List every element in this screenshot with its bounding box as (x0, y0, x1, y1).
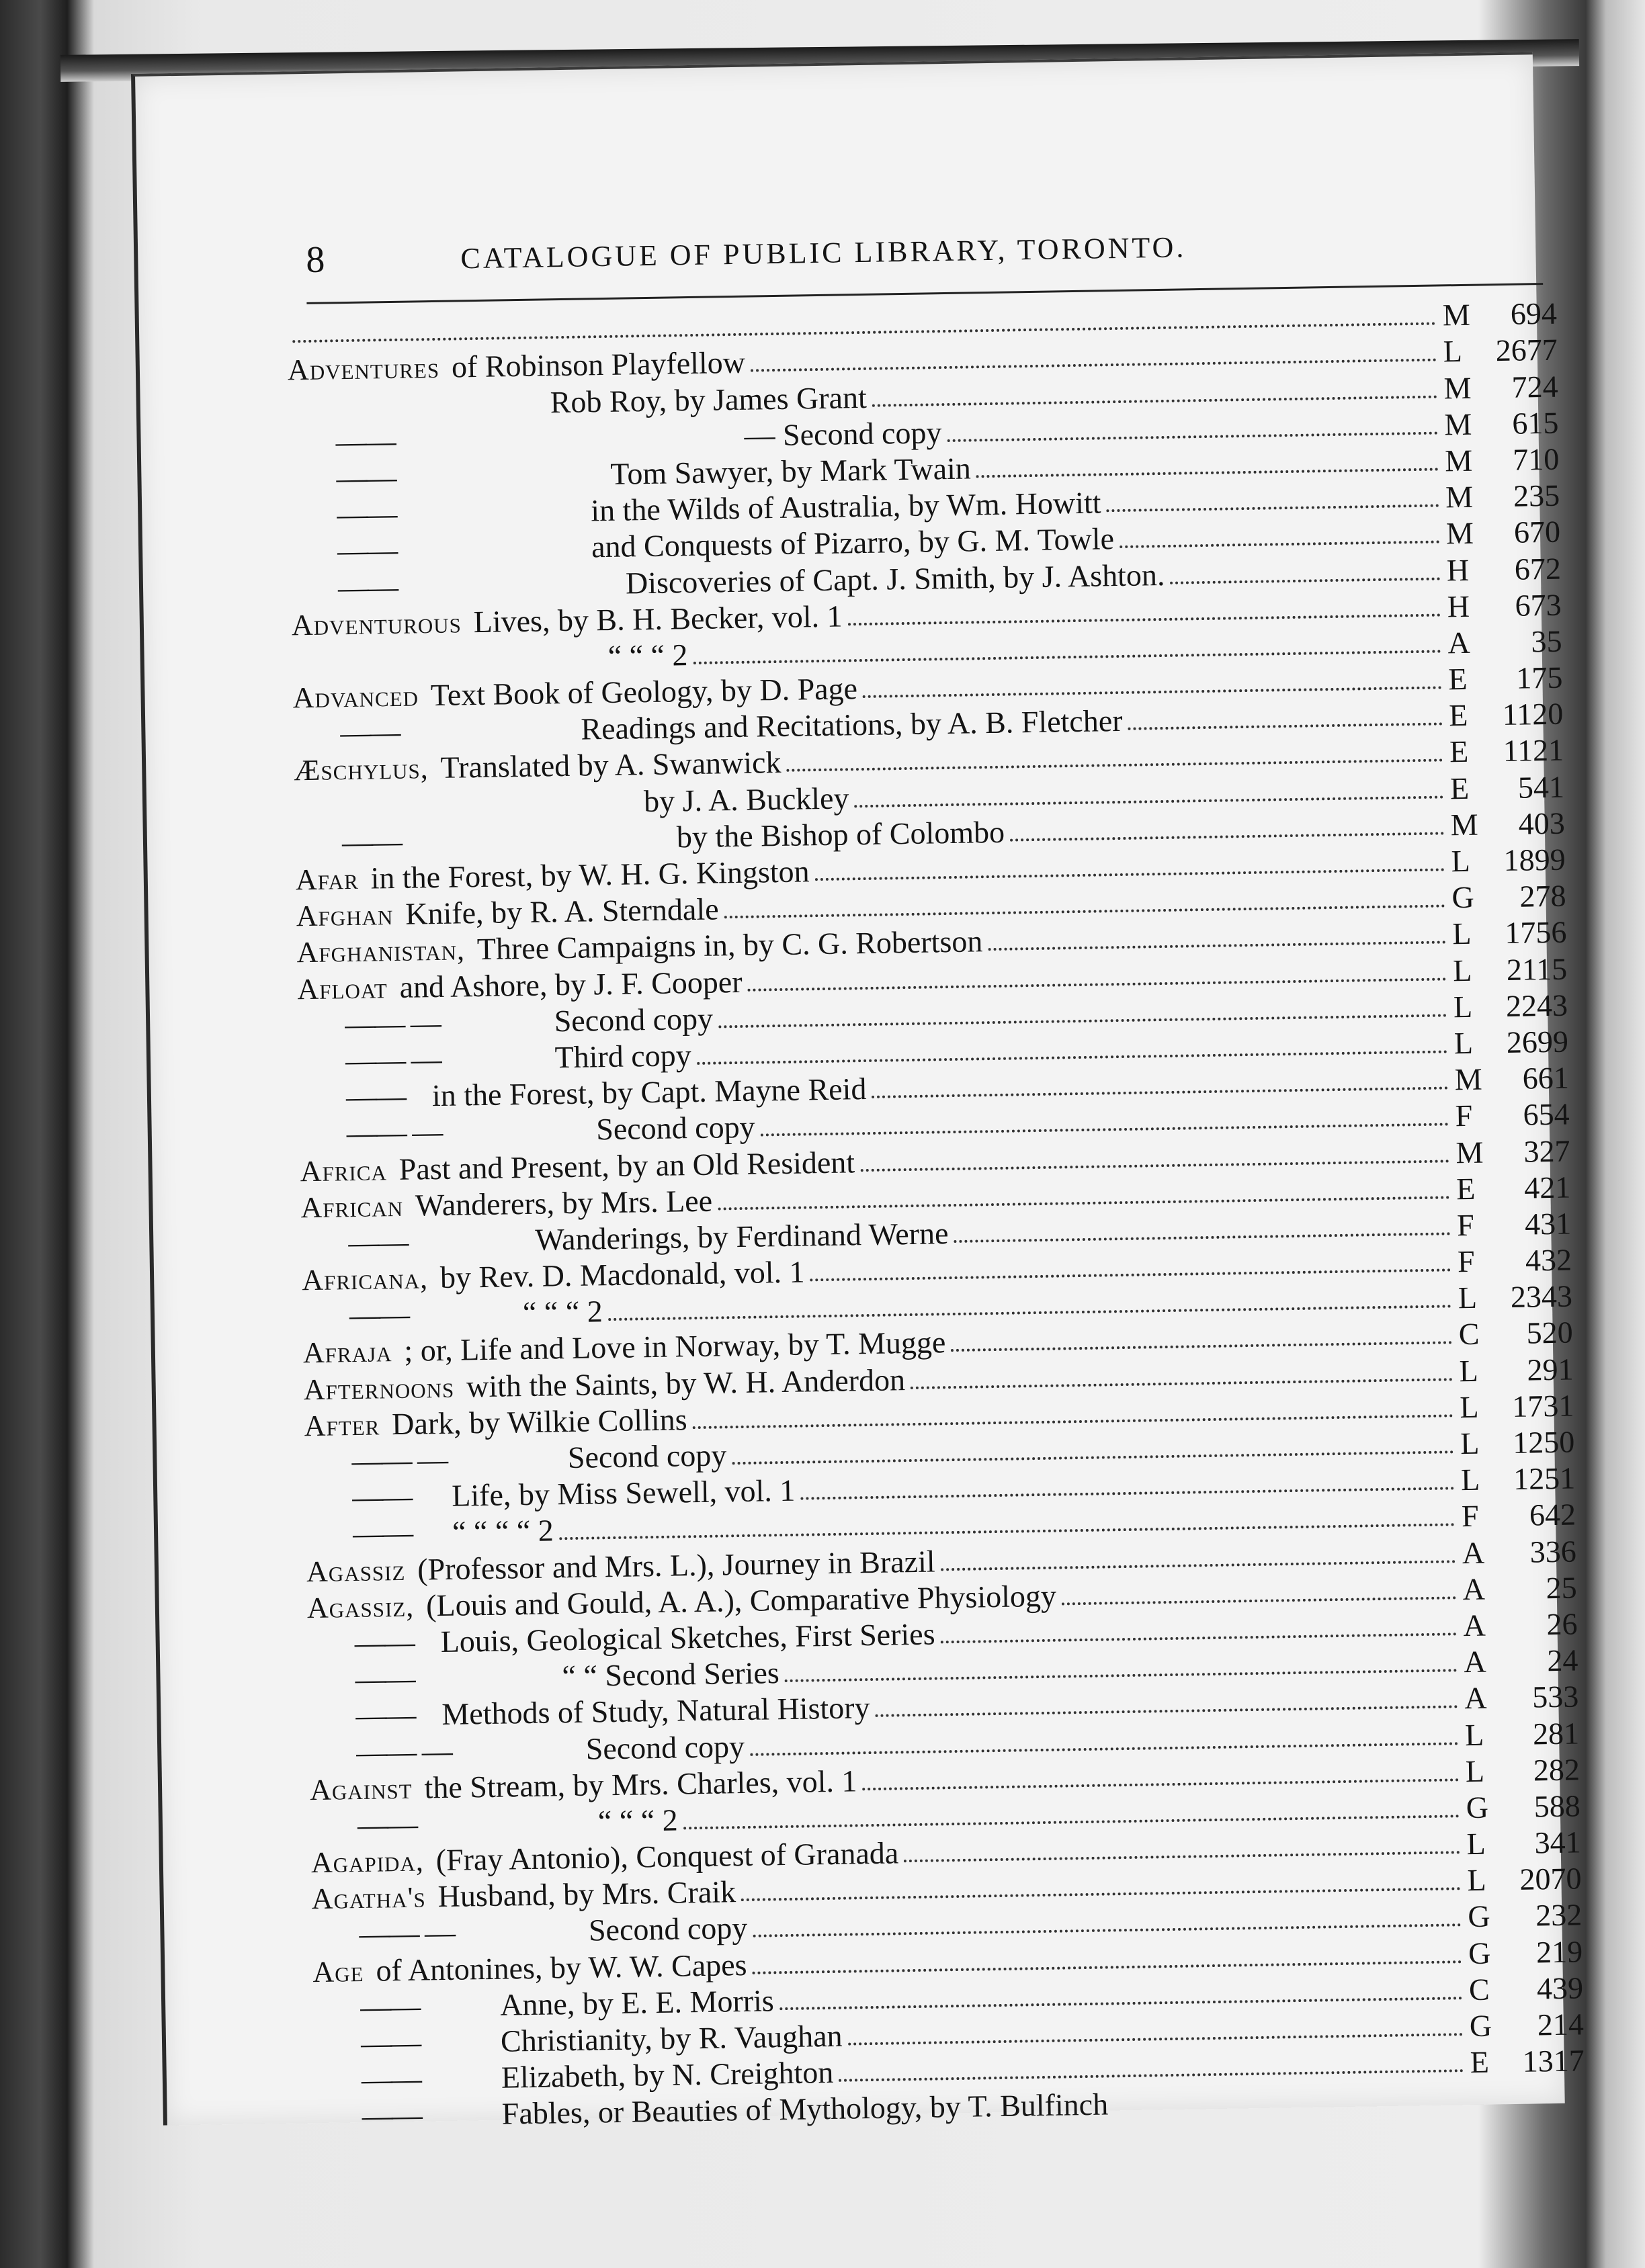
entry-heading: Age (312, 1954, 364, 1989)
shelf-number: 1250 (1512, 1424, 1575, 1460)
entry-title: — Second copy (744, 415, 942, 453)
ditto-dash: —— (357, 1806, 417, 1842)
entry-title: by Rev. D. Macdonald, vol. 1 (439, 1254, 805, 1295)
shelf-class: E (1448, 698, 1468, 733)
entry-title: Dark, by Wilkie Collins (391, 1402, 687, 1441)
entry-title: “ “ Second Series (562, 1655, 780, 1694)
shelf-number: 175 (1515, 660, 1563, 695)
entry-title: in the Wilds of Australia, by Wm. Howitt (590, 485, 1101, 528)
ditto-dash: —— (347, 1224, 408, 1260)
shelf-number: 1251 (1513, 1460, 1576, 1497)
shelf-number: 541 (1517, 769, 1565, 805)
entry-heading: Adventures (287, 351, 440, 387)
shelf-number (1505, 2113, 1585, 2114)
shelf-class: L (1451, 916, 1472, 951)
shelf-number: 2343 (1510, 1278, 1573, 1315)
entry-title: Anne, by E. E. Morris (499, 1983, 775, 2022)
shelf-class: G (1466, 1790, 1489, 1825)
entry-title: in the Forest, by W. H. G. Kingston (370, 854, 810, 896)
shelf-number: 327 (1523, 1133, 1570, 1169)
dot-leader (1113, 2109, 1464, 2114)
ditto-dash: —— (336, 496, 396, 532)
entry-title: Translated by A. Swanwick (440, 745, 782, 785)
catalogue-entries (287, 293, 1585, 2133)
entry-title: (Fray Antonio), Conquest of Granada (435, 1835, 899, 1878)
ditto-dash: —— (360, 1989, 420, 2024)
entry-title: by the Bishop of Colombo (676, 814, 1005, 855)
entry-title: “ “ “ “ 2 (452, 1513, 554, 1550)
entry-title: Methods of Study, Natural History (441, 1690, 870, 1732)
ditto-dash: —— (362, 2097, 422, 2134)
shelf-number: 672 (1514, 551, 1562, 586)
ditto-dash: —— — (346, 1115, 442, 1151)
shelf-number: 1317 (1522, 2043, 1585, 2079)
entry-heading: Afar (295, 862, 360, 897)
ditto-dash: —— (354, 1624, 415, 1660)
shelf-number: 670 (1513, 514, 1561, 550)
entry-title: Discoveries of Capt. J. Smith, by J. Ashton. (625, 557, 1165, 601)
shelf-number: 25 (1546, 1570, 1578, 1605)
entry-title: Second copy (588, 1911, 748, 1948)
ditto-dash: —— (351, 1479, 412, 1515)
shelf-class: A (1463, 1608, 1486, 1643)
entry-title: Second copy (567, 1438, 727, 1475)
shelf-class: L (1458, 1280, 1478, 1315)
ditto-dash: —— (337, 533, 397, 568)
entry-heading: Africana, (301, 1262, 429, 1297)
ditto-dash: —— (336, 460, 396, 496)
shelf-class: L (1460, 1389, 1479, 1424)
shelf-class: L (1459, 1353, 1479, 1388)
shelf-class: A (1463, 1644, 1487, 1680)
shelf-class: M (1444, 443, 1473, 478)
shelf-class: H (1446, 552, 1470, 587)
shelf-number: 278 (1519, 878, 1566, 914)
shelf-class: L (1460, 1462, 1480, 1497)
entry-heading: African (300, 1189, 404, 1224)
shelf-number: 533 (1531, 1679, 1579, 1714)
entry-title: Readings and Recitations, by A. B. Fletcher (581, 703, 1123, 746)
shelf-class: L (1451, 843, 1471, 879)
ditto-dash: —— — (345, 1041, 441, 1078)
entry-title: Elizabeth, by N. Creighton (501, 2055, 834, 2095)
shelf-class: C (1468, 1972, 1490, 2007)
dot-leader (1107, 505, 1439, 513)
shelf-class: L (1464, 1717, 1484, 1752)
shelf-class: E (1449, 734, 1469, 769)
shelf-number: 2070 (1519, 1861, 1582, 1897)
page-number: 8 (305, 238, 328, 281)
shelf-number: 654 (1523, 1096, 1570, 1132)
entry-heading: Africa (300, 1153, 388, 1188)
entry-heading: Afternoons (303, 1370, 455, 1406)
entry-title: Text Book of Geology, by D. Page (430, 671, 858, 713)
entry-heading: Afraja (302, 1335, 392, 1370)
entry-title: Second copy (585, 1729, 745, 1766)
shelf-number: 615 (1512, 405, 1559, 441)
shelf-class: M (1450, 807, 1479, 842)
shelf-class: L (1443, 334, 1463, 369)
ditto-dash: —— (345, 1078, 406, 1115)
entry-heading: Afghan (296, 898, 394, 933)
shelf-number: 1731 (1512, 1388, 1574, 1424)
shelf-class: L (1460, 1426, 1480, 1461)
entry-title: of Antonines, by W. W. Capes (376, 1947, 747, 1988)
entry-title: of Robinson Playfellow (451, 345, 746, 384)
ditto-dash: —— (335, 423, 396, 460)
entry-title: Christianity, by R. Vaughan (500, 2018, 843, 2058)
shelf-class: F (1455, 1098, 1473, 1133)
shelf-class: E (1470, 2044, 1490, 2080)
shelf-class: H (1447, 588, 1470, 624)
dot-leader (954, 1232, 1451, 1243)
page-header (306, 219, 1543, 286)
entry-heading: Adventurous (291, 606, 462, 642)
shelf-number: 219 (1535, 1934, 1583, 1970)
shelf-class: M (1445, 479, 1474, 515)
entry-heading: Afghanistan, (296, 933, 466, 969)
shelf-number: 520 (1526, 1315, 1574, 1351)
entry-title: “ “ “ 2 (597, 1802, 679, 1839)
entry-title: “ “ “ 2 (607, 637, 688, 673)
entry-heading: Afloat (297, 971, 388, 1006)
dot-leader (941, 1632, 1457, 1643)
shelf-number: 2243 (1505, 988, 1568, 1023)
entry-heading: Against (309, 1772, 413, 1806)
shelf-number: 341 (1534, 1825, 1582, 1860)
entry-title: Lives, by B. H. Becker, vol. 1 (473, 599, 843, 639)
shelf-number: 710 (1512, 441, 1560, 477)
shelf-class: M (1444, 406, 1472, 442)
shelf-class: A (1462, 1571, 1486, 1606)
entry-heading: Agassiz, (306, 1589, 415, 1624)
shelf-number: 421 (1523, 1170, 1571, 1205)
shelf-class: L (1453, 1025, 1474, 1061)
shelf-class: L (1466, 1826, 1486, 1862)
entry-title: Three Campaigns in, by C. G. Robertson (476, 924, 983, 967)
dot-leader (988, 941, 1445, 951)
entry-title: Fables, or Beauties of Mythology, by T. Bulfinch (501, 2087, 1109, 2132)
shelf-class: G (1451, 879, 1475, 915)
shelf-class: A (1464, 1680, 1487, 1716)
entry-title: and Conquests of Pizarro, by G. M. Towle (591, 521, 1115, 564)
shelf-number: 642 (1529, 1497, 1576, 1532)
entry-title: Louis, Geological Sketches, First Series (440, 1616, 935, 1659)
dot-leader (941, 1560, 1456, 1571)
shelf-class: G (1468, 1935, 1491, 1970)
shelf-number: 431 (1524, 1206, 1572, 1241)
ditto-dash: —— (340, 715, 400, 750)
shelf-class: E (1447, 661, 1468, 697)
catalogue-page (131, 52, 1585, 2134)
entry-title: in the Forest, by Capt. Mayne Reid (431, 1072, 867, 1113)
shelf-class: L (1452, 953, 1472, 988)
entry-title: (Louis and Gould, A. A.), Comparative Physiology (425, 1578, 1057, 1623)
entry-title: with the Saints, by W. H. Anderdon (466, 1362, 906, 1404)
shelf-class: L (1453, 989, 1473, 1024)
entry-title: (Professor and Mrs. L.), Journey in Brazil (417, 1544, 935, 1587)
shelf-class: G (1469, 2008, 1492, 2044)
ditto-dash: —— (355, 1661, 415, 1697)
dot-leader (1128, 723, 1443, 730)
entry-heading: Æschylus, (293, 752, 429, 787)
shelf-number: 2115 (1506, 951, 1568, 987)
entry-title: Knife, by R. A. Sterndale (405, 891, 719, 931)
entry-title: Life, by Miss Sewell, vol. 1 (451, 1473, 796, 1513)
entry-title: Tom Sawyer, by Mark Twain (610, 451, 972, 491)
shelf-number: 673 (1515, 587, 1562, 623)
entry-heading: Agapida, (310, 1844, 425, 1880)
entry-heading: Agatha's (311, 1880, 427, 1916)
entry-heading: Agassiz (306, 1553, 406, 1588)
shelf-number: 232 (1535, 1897, 1583, 1933)
shelf-class: M (1456, 1135, 1484, 1170)
dot-leader (1171, 577, 1441, 584)
entry-title: Third copy (554, 1038, 692, 1075)
shelf-class (1471, 2114, 1505, 2115)
shelf-number: 724 (1511, 369, 1558, 404)
shelf-number: 661 (1522, 1060, 1570, 1096)
ditto-dash: —— (341, 824, 402, 860)
shelf-number: 35 (1531, 623, 1562, 659)
entry-heading: Advanced (292, 679, 419, 715)
shelf-class: F (1457, 1244, 1476, 1279)
ditto-dash: —— — (344, 1005, 441, 1041)
shelf-class: F (1456, 1207, 1475, 1243)
entry-title: and Ashore, by J. F. Cooper (399, 964, 743, 1004)
shelf-number: 214 (1537, 2007, 1585, 2042)
entry-title: the Stream, by Mrs. Charles, vol. 1 (424, 1763, 857, 1805)
entry-title: Second copy (554, 1001, 714, 1039)
entry-title: by J. A. Buckley (643, 780, 849, 818)
shelf-number: 1120 (1502, 696, 1564, 732)
dot-leader (1120, 541, 1439, 548)
shelf-class: A (1462, 1535, 1485, 1570)
entry-title: Past and Present, by an Old Resident (398, 1144, 855, 1186)
shelf-class: A (1447, 625, 1471, 660)
shelf-number: 2677 (1495, 333, 1558, 368)
ditto-dash: —— (361, 2061, 421, 2097)
shelf-number: 588 (1533, 1788, 1581, 1824)
dot-leader (1010, 832, 1444, 841)
dot-leader (951, 1342, 1451, 1352)
shelf-class: M (1454, 1061, 1483, 1097)
ditto-dash: —— — (351, 1442, 448, 1479)
entry-title: Second copy (595, 1109, 755, 1147)
shelf-number: 1899 (1503, 842, 1566, 878)
shelf-class: M (1442, 297, 1471, 333)
entry-title: Wanderings, by Ferdinand Werne (534, 1215, 949, 1257)
shelf-class: E (1456, 1171, 1476, 1206)
shelf-class: E (1449, 771, 1470, 805)
shelf-number: 282 (1533, 1752, 1580, 1788)
entry-title: Rob Roy, by James Grant (550, 380, 868, 419)
shelf-class: F (1461, 1499, 1479, 1534)
shelf-number: 281 (1532, 1715, 1580, 1751)
shelf-number: 24 (1546, 1643, 1578, 1678)
entry-title: “ “ “ 2 (522, 1294, 603, 1330)
shelf-number: 336 (1529, 1534, 1577, 1569)
shelf-number: 1756 (1504, 914, 1567, 951)
ditto-dash: —— (360, 2025, 421, 2060)
dot-leader (976, 468, 1439, 478)
shelf-number: 439 (1536, 1970, 1584, 2006)
shelf-class: C (1458, 1317, 1480, 1352)
ditto-dash: —— (355, 1697, 415, 1733)
ditto-dash: —— (349, 1297, 409, 1333)
ditto-dash: —— (352, 1516, 413, 1551)
shelf-number: 403 (1518, 805, 1566, 841)
running-title: CATALOGUE OF PUBLIC LIBRARY, TORONTO. (460, 230, 1187, 275)
ditto-dash: —— (337, 569, 398, 605)
ditto-dash: —— — (359, 1915, 455, 1952)
shelf-class: L (1465, 1753, 1485, 1788)
shelf-number: 235 (1513, 478, 1560, 513)
entry-title: Husband, by Mrs. Craik (437, 1874, 736, 1914)
entry-title: Wanderers, by Mrs. Lee (415, 1183, 713, 1223)
shelf-class: G (1467, 1899, 1490, 1934)
shelf-class: M (1443, 370, 1472, 405)
shelf-number: 2699 (1506, 1024, 1569, 1059)
dot-leader (1062, 1596, 1456, 1605)
shelf-number: 1121 (1503, 733, 1564, 769)
entry-heading: After (304, 1408, 380, 1443)
shelf-class: M (1445, 516, 1474, 551)
shelf-number: 432 (1525, 1242, 1572, 1278)
ditto-dash: —— — (355, 1733, 452, 1770)
shelf-class: L (1467, 1862, 1486, 1898)
shelf-number: 26 (1546, 1606, 1578, 1642)
shelf-number: 291 (1527, 1352, 1574, 1387)
entry-title: ; or, Life and Love in Norway, by T. Mugge (404, 1325, 946, 1368)
shelf-number: 694 (1510, 296, 1558, 331)
dot-leader (947, 431, 1438, 441)
